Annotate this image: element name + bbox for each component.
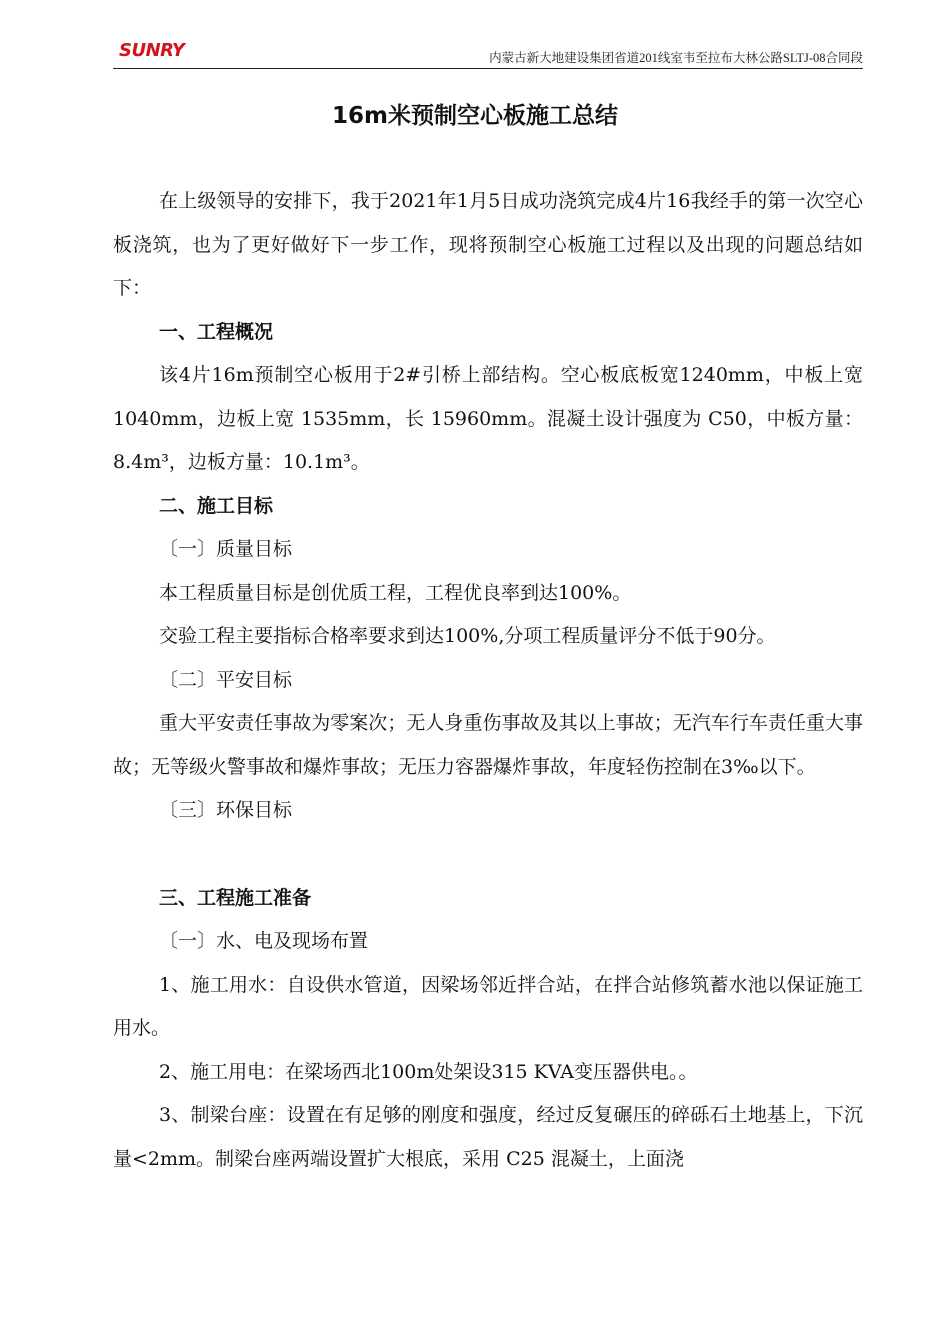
blank-gap — [113, 833, 863, 877]
document-title: 16m米预制空心板施工总结 — [332, 103, 618, 129]
quality-paragraph-2: 交验工程主要指标合格率要求到达100%,分项工程质量评分不低于90分。 — [159, 625, 776, 647]
safety-paragraph: 重大平安责任事故为零案次；无人身重伤事故及其以上事故；无汽车行车责任重大事故；无等级火警事故和爆炸事故；无压力容器爆炸事故，年度轻伤控制在3‰以下。 — [113, 712, 863, 778]
subheading-environment: 〔三〕环保目标 — [159, 799, 293, 821]
quality-paragraph-1: 本工程质量目标是创优质工程，工程优良率到达100%。 — [159, 581, 632, 604]
section-heading-preparation: 三、工程施工准备 — [159, 886, 312, 909]
project-name: 内蒙古新大地建设集团省道201线室韦至拉布大林公路SLTJ-08合同段 — [489, 51, 863, 65]
item-power: 2、施工用电：在梁场西北100m处架设315 KVA变压器供电。。 — [159, 1060, 698, 1083]
intro-paragraph: 在上级领导的安排下，我于2021年1月5日成功浇筑完成4片16我经手的第一次空心板浇筑，也为了更好做好下一步工作，现将预制空心板施工过程以及出现的问题总结如下： — [113, 190, 863, 299]
item-platform: 3、制梁台座：设置在有足够的刚度和强度，经过反复碾压的碎砾石土地基上，下沉量<2mm。制梁台座两端设置扩大根底，采用 C25 混凝土，上面浇 — [113, 1104, 863, 1170]
overview-paragraph: 该4片16m预制空心板用于2#引桥上部结构。空心板底板宽1240mm，中板上宽 1040mm，边板上宽 1535mm，长 15960mm。混凝土设计强度为 C50，中板方量：8.4m³，边板方量：10.1m³。 — [113, 364, 863, 473]
page-header — [113, 38, 863, 69]
company-logo: SUNRY — [119, 40, 185, 61]
subheading-utilities: 〔一〕水、电及现场布置 — [159, 930, 369, 952]
document-body — [113, 180, 863, 1181]
subheading-quality: 〔一〕质量目标 — [159, 538, 293, 560]
section-heading-overview: 一、工程概况 — [159, 320, 274, 343]
item-water: 1、施工用水：自设供水管道，因梁场邻近拌合站，在拌合站修筑蓄水池以保证施工用水。 — [113, 973, 863, 1039]
subheading-safety: 〔二〕平安目标 — [159, 668, 293, 691]
section-heading-goals: 二、施工目标 — [159, 494, 274, 517]
